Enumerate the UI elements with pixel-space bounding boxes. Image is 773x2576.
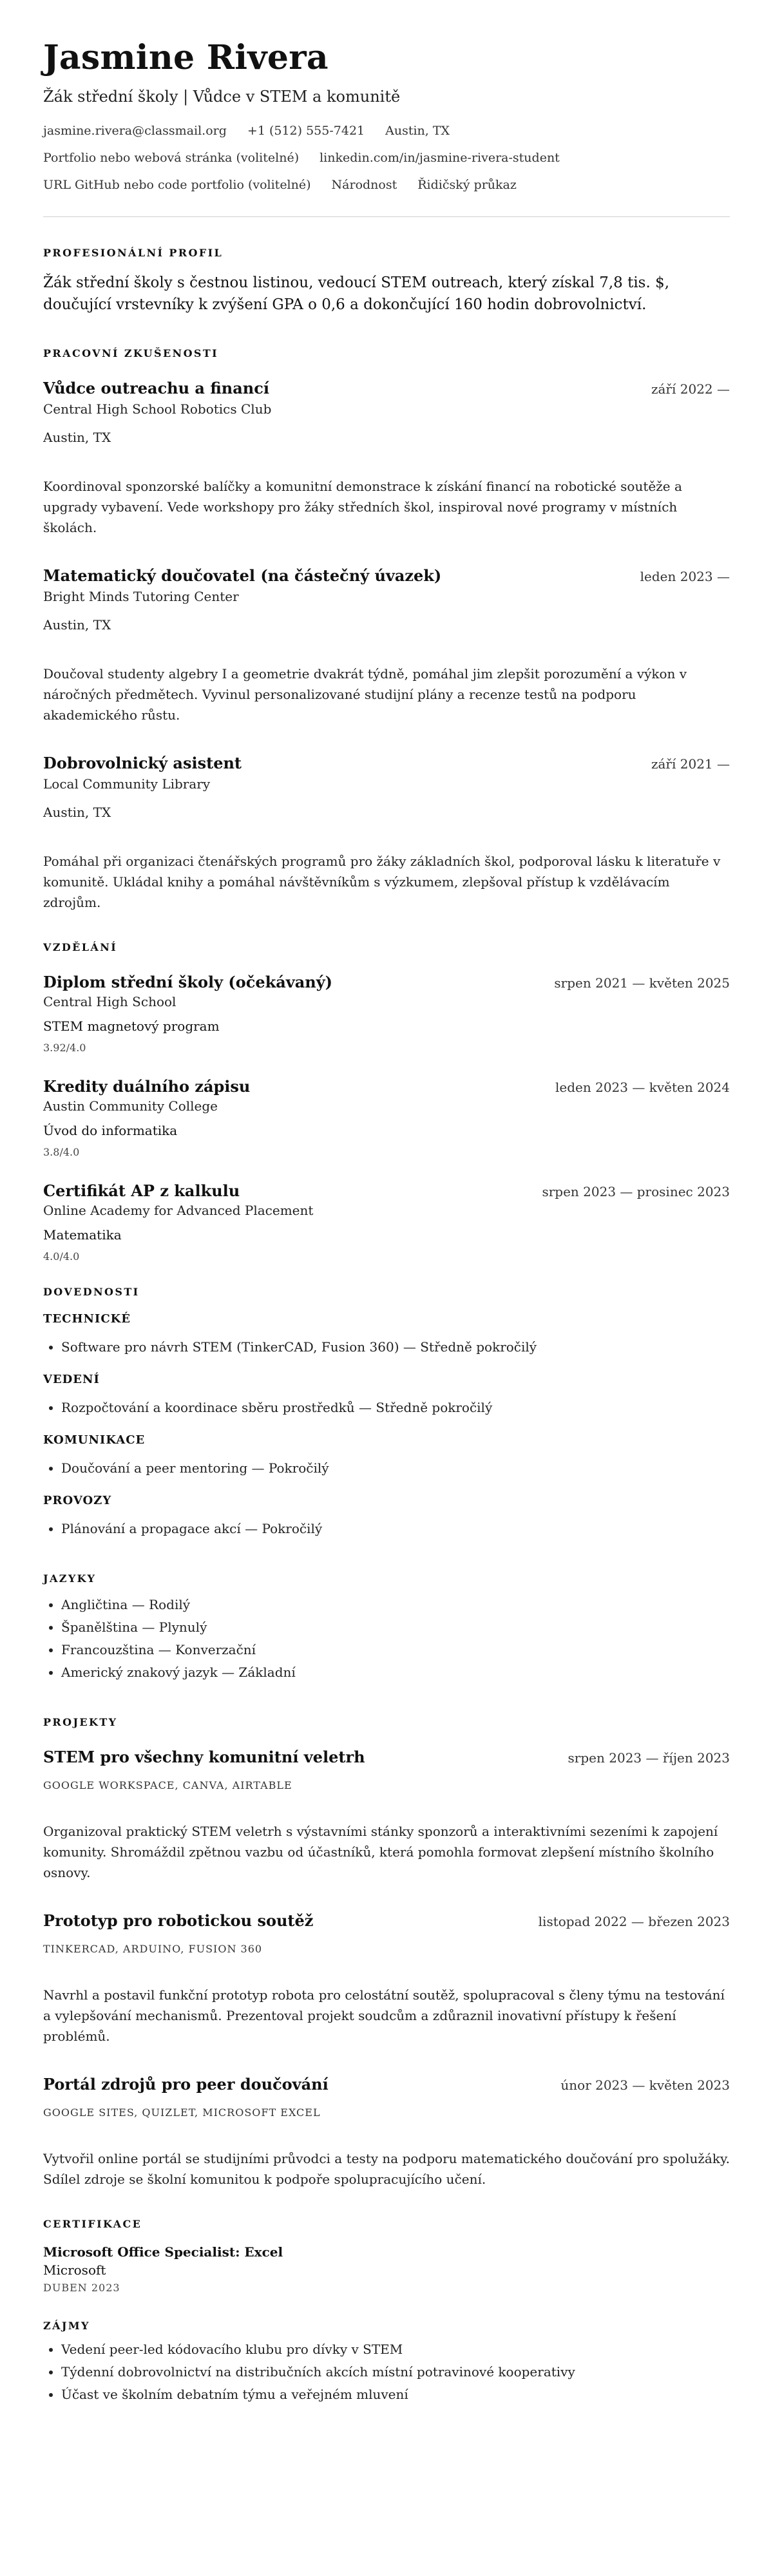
skills-section: [43, 1286, 730, 1540]
github-link[interactable]: URL GitHub nebo code portfolio (volitelné): [43, 177, 311, 192]
project-entry: [43, 2075, 730, 2190]
languages-section: [43, 1572, 730, 1684]
skill-category: PROVOZY: [43, 1493, 112, 1507]
education-date: srpen 2023 — prosinec 2023: [542, 1183, 730, 1199]
field-of-study: STEM magnetový program: [43, 1018, 220, 1034]
project-date: únor 2023 — květen 2023: [560, 2077, 730, 2093]
section-title: VZDĚLÁNÍ: [43, 940, 118, 953]
job-date: září 2022 —: [651, 381, 730, 397]
skill-item: • Doučování a peer mentoring — Pokročilý: [61, 1457, 730, 1480]
job-title: Dobrovolnický asistent: [43, 753, 242, 772]
language-item: • Angličtina — Rodilý: [61, 1594, 730, 1616]
language-item: • Francouzština — Konverzační: [61, 1639, 730, 1661]
section-title: PRACOVNÍ ZKUŠENOSTI: [43, 347, 219, 359]
contact-row-extra: [43, 178, 730, 192]
drivers-license: Řidičský průkaz: [417, 177, 517, 192]
interest-item: • Vedení peer-led kódovacího klubu pro dívky v STEM: [61, 2338, 730, 2361]
interest-list: [43, 2338, 730, 2406]
certification-issuer: Microsoft: [43, 2262, 106, 2278]
profile-section: [43, 247, 730, 316]
interest-item: • Týdenní dobrovolnictví na distribučních akcích místní potravinové kooperativy: [61, 2361, 730, 2383]
experience-section: [43, 347, 730, 913]
degree: Diplom střední školy (očekávaný): [43, 972, 333, 991]
education-date: leden 2023 — květen 2024: [555, 1079, 730, 1095]
phone[interactable]: +1 (512) 555-7421: [247, 123, 365, 138]
job-location: Austin, TX: [43, 804, 111, 820]
project-tools: TINKERCAD, ARDUINO, FUSION 360: [43, 1942, 263, 1955]
degree: Kredity duálního zápisu: [43, 1076, 251, 1096]
project-tools: GOOGLE WORKSPACE, CANVA, AIRTABLE: [43, 1779, 292, 1791]
employer: Central High School Robotics Club: [43, 401, 272, 417]
job-location: Austin, TX: [43, 429, 111, 445]
skill-item: • Plánování a propagace akcí — Pokročilý: [61, 1518, 730, 1540]
skill-list: [43, 1336, 730, 1359]
candidate-name: Jasmine Rivera: [43, 38, 329, 77]
language-list: [43, 1594, 730, 1684]
project-entry: [43, 1911, 730, 2046]
projects-section: [43, 1716, 730, 2190]
skill-category: VEDENÍ: [43, 1372, 100, 1386]
experience-entry: [43, 566, 730, 725]
certifications-section: [43, 2218, 730, 2294]
school: Online Academy for Advanced Placement: [43, 1202, 314, 1218]
project-tools: GOOGLE SITES, QUIZLET, MICROSOFT EXCEL: [43, 2106, 321, 2119]
profile-summary: Žák střední školy s čestnou listinou, vedoucí STEM outreach, který získal 7,8 tis. $, doučující vrstevníky k zvýšení GPA o 0,6 a dokončující 160 hodin dobrovolnictví.: [43, 274, 670, 314]
section-title: DOVEDNOSTI: [43, 1285, 140, 1298]
project-date: listopad 2022 — březen 2023: [538, 1913, 730, 1929]
skill-item: • Rozpočtování a koordinace sběru prostředků — Středně pokročilý: [61, 1397, 730, 1419]
contact-row-primary: [43, 124, 730, 138]
email[interactable]: jasmine.rivera@classmail.org: [43, 123, 227, 138]
employer: Bright Minds Tutoring Center: [43, 588, 239, 604]
interests-section: [43, 2320, 730, 2406]
education-entry: [43, 973, 730, 1054]
project-title: STEM pro všechny komunitní veletrh: [43, 1747, 365, 1766]
section-title: JAZYKY: [43, 1572, 97, 1585]
job-title: Matematický doučovatel (na částečný úvazek): [43, 566, 442, 585]
project-entry: [43, 1748, 730, 1883]
degree: Certifikát AP z kalkulu: [43, 1181, 240, 1200]
job-description: Koordinoval sponzorské balíčky a komunitní demonstrace k získání financí na robotické soutěže a upgrady vybavení. Vede workshopy pro žáky středních škol, inspiroval nové programy v místních školách.: [43, 478, 682, 535]
project-description: Vytvořil online portál se studijními průvodci a testy na podporu matematického doučování pro spolužáky. Sdílel zdroje se školní komunitou k podpoře spolupracujícího učení.: [43, 2150, 730, 2187]
education-entry: [43, 1077, 730, 1158]
job-title: Vůdce outreachu a financí: [43, 378, 269, 397]
section-title: PROJEKTY: [43, 1715, 118, 1728]
section-title: PROFESIONÁLNÍ PROFIL: [43, 246, 224, 259]
job-description: Doučoval studenty algebry I a geometrie dvakrát týdně, pomáhal jim zlepšit porozumění a výkon v náročných předmětech. Vyvinul personalizované studijní plány a recenze testů na podporu akademického růstu.: [43, 665, 687, 723]
interest-item: • Účast ve školním debatním týmu a veřejném mluvení: [61, 2383, 730, 2406]
employer: Local Community Library: [43, 776, 211, 792]
project-description: Navrhl a postavil funkční prototyp robota pro celostátní soutěž, spolupracoval s členy týmu na testování a vylepšování mechanismů. Prezentoval projekt soudcům a zdůraznil inovativní přístupy k řešení problémů.: [43, 1987, 725, 2044]
header-divider: [43, 216, 730, 217]
gpa: 3.8/4.0: [43, 1145, 80, 1158]
experience-entry: [43, 379, 730, 538]
job-location: Austin, TX: [43, 616, 111, 633]
job-description: Pomáhal při organizaci čtenářských programů pro žáky základních škol, podporoval lásku k literatuře v komunitě. Ukládal knihy a pomáhal návštěvníkům s výzkumem, zlepšoval přístup k vzdělávacím zdrojům.: [43, 853, 721, 910]
language-item: • Španělština — Plynulý: [61, 1616, 730, 1639]
education-section: [43, 941, 730, 1263]
headline: Žák střední školy | Vůdce v STEM a komunitě: [43, 87, 401, 106]
skill-list: [43, 1518, 730, 1540]
certification-entry: [43, 2244, 730, 2294]
skill-category: KOMUNIKACE: [43, 1433, 146, 1447]
education-date: srpen 2021 — květen 2025: [554, 975, 730, 991]
section-title: CERTIFIKACE: [43, 2217, 142, 2230]
language-item: • Americký znakový jazyk — Základní: [61, 1661, 730, 1684]
job-date: září 2021 —: [651, 756, 730, 772]
field-of-study: Matematika: [43, 1226, 122, 1243]
skill-item: • Software pro návrh STEM (TinkerCAD, Fusion 360) — Středně pokročilý: [61, 1336, 730, 1359]
certification-date: DUBEN 2023: [43, 2281, 120, 2294]
skill-category: TECHNICKÉ: [43, 1312, 131, 1326]
field-of-study: Úvod do informatika: [43, 1122, 178, 1138]
location: Austin, TX: [385, 123, 450, 138]
nationality: Národnost: [331, 177, 397, 192]
skill-list: [43, 1397, 730, 1419]
school: Austin Community College: [43, 1098, 218, 1114]
project-title: Prototyp pro robotickou soutěž: [43, 1911, 314, 1930]
school: Central High School: [43, 993, 177, 1009]
certification-name: Microsoft Office Specialist: Excel: [43, 2244, 283, 2260]
gpa: 3.92/4.0: [43, 1041, 86, 1054]
experience-entry: [43, 754, 730, 913]
skill-list: [43, 1457, 730, 1480]
education-entry: [43, 1181, 730, 1263]
project-date: srpen 2023 — říjen 2023: [568, 1750, 730, 1766]
section-title: ZÁJMY: [43, 2319, 90, 2332]
project-description: Organizoval praktický STEM veletrh s výstavními stánky sponzorů a interaktivními sezeními k zapojení komunity. Shromáždil zpětnou vazbu od účastníků, která pomohla formovat zlepšení místního školního osnovy.: [43, 1823, 718, 1880]
resume-header: [43, 39, 730, 192]
job-date: leden 2023 —: [640, 568, 730, 584]
contact-row-links: [43, 151, 730, 165]
project-title: Portál zdrojů pro peer doučování: [43, 2074, 329, 2094]
linkedin-link[interactable]: linkedin.com/in/jasmine-rivera-student: [320, 150, 560, 165]
gpa: 4.0/4.0: [43, 1250, 80, 1263]
portfolio-link[interactable]: Portfolio nebo webová stránka (volitelné): [43, 150, 300, 165]
